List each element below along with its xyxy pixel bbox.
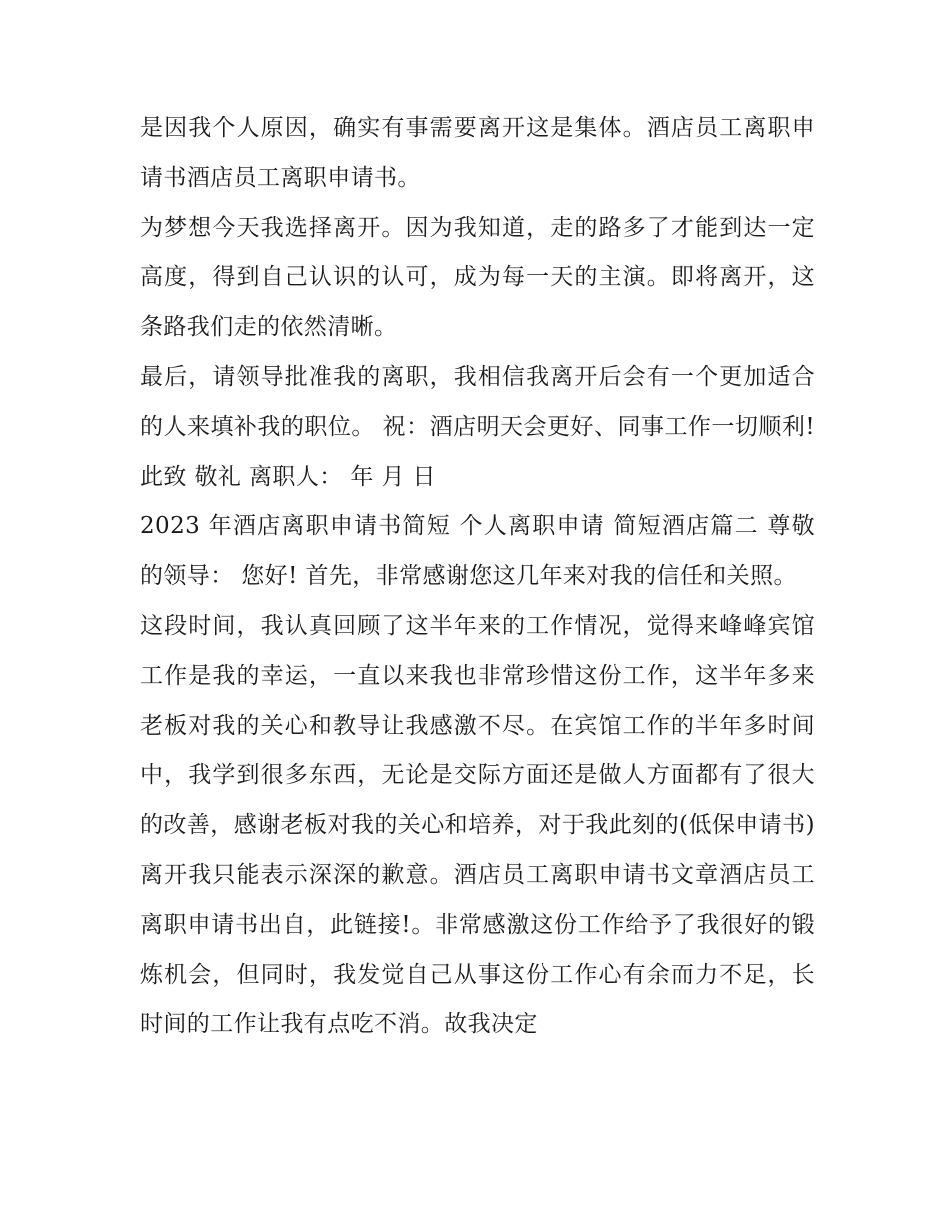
paragraph-2: 为梦想今天我选择离开。因为我知道，走的路多了才能到达一定高度，得到自己认识的认可，成为每一天的主演。即将离开，这条路我们走的依然清晰。 <box>140 214 815 341</box>
paragraph-4: 2023 年酒店离职申请书简短 个人离职申请 简短酒店篇二 尊敬的领导： 您好! 首先，非常感谢您这几年来对我的信任和关照。 <box>140 513 815 590</box>
paragraph-1: 是因我个人原因，确实有事需要离开这是集体。酒店员工离职申请书酒店员工离职申请书。 <box>140 115 815 191</box>
paragraph-5: 这段时间，我认真回顾了这半年来的工作情况，觉得来峰峰宾馆工作是我的幸运，一直以来我也非常珍惜这份工作，这半年多来老板对我的关心和教导让我感激不尽。在宾馆工作的半年多时间中，我学到很多东西，无论是交际方面还是做人方面都有了很大的改善，感谢老板对我的关心和培养，对于我此刻的(低保申请书)离开我只能表示深深的歉意。酒店员工离职申请书文章酒店员工离职申请书出自，此链接!。非常感激这份工作给予了我很好的锻炼机会，但同时，我发觉自己从事这份工作心有余而力不足，长时间的工作让我有点吃不消。故我决定 <box>140 612 815 1038</box>
document-body <box>140 104 815 1050</box>
paragraph-3: 最后，请领导批准我的离职，我相信我离开后会有一个更加适合的人来填补我的职位。 祝：酒店明天会更好、同事工作一切顺利! 此致 敬礼 离职人： 年 月 日 <box>140 363 815 490</box>
